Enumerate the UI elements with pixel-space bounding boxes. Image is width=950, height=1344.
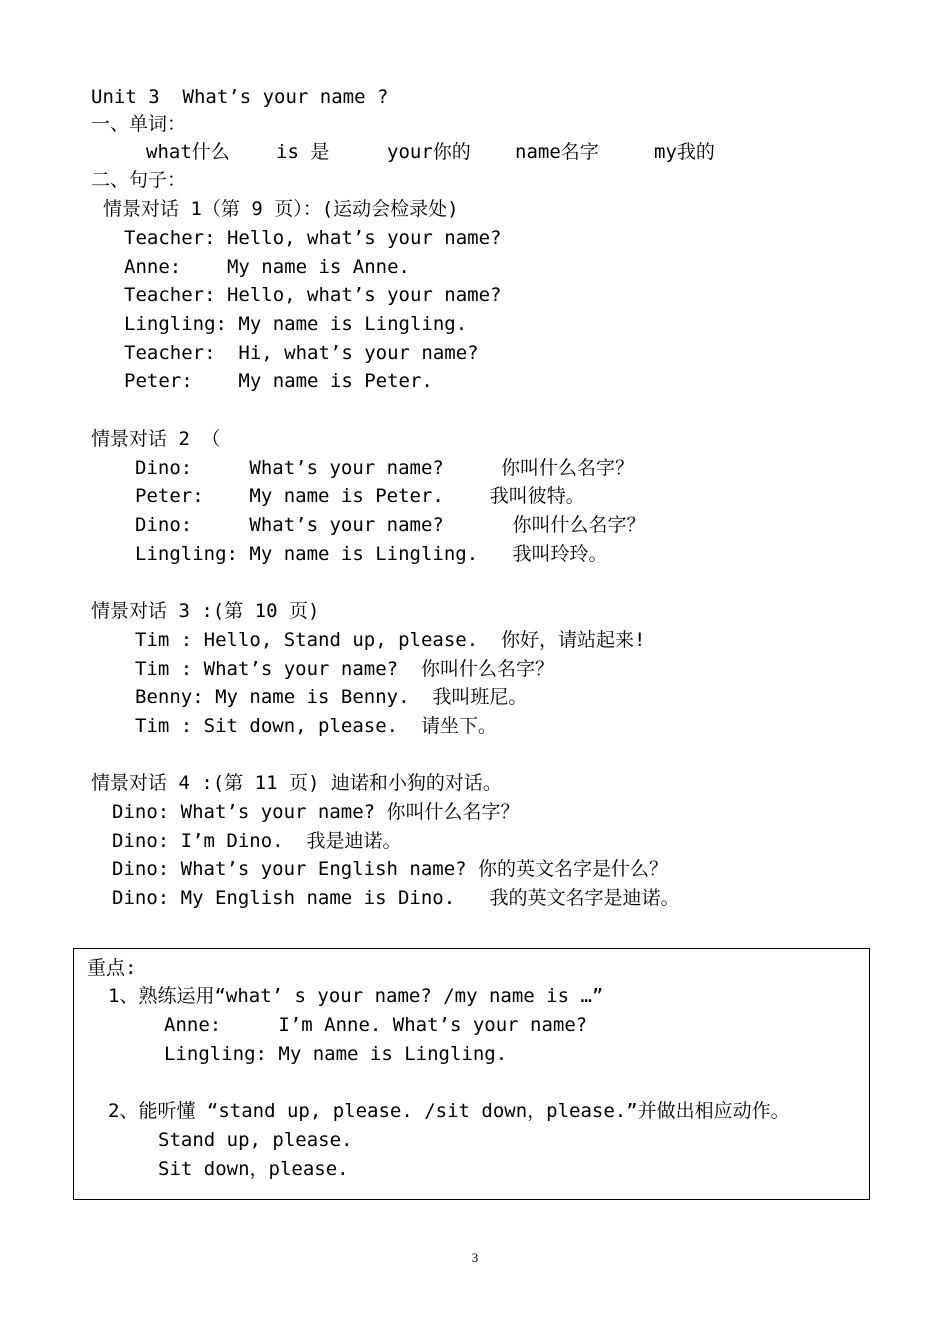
dialogue-line: Dino: My English name is Dino. 我的英文名字是迪诺。 <box>112 887 680 909</box>
dialogue-line: Tim : What’s your name? 你叫什么名字？ <box>135 658 554 680</box>
dialogue-line: Teacher: Hi, what’s your name? <box>124 342 479 364</box>
dialogue-title: 情景对话 4 :(第 11 页) 迪诺和小狗的对话。 <box>91 772 502 794</box>
key-point-example: Anne: I’m Anne. What’s your name? <box>164 1014 588 1036</box>
dialogue-line: Teacher: Hello, what’s your name? <box>124 227 502 249</box>
vocab-item: your你的 <box>387 141 471 163</box>
key-point-title: 2、能听懂 “stand up, please. /sit down，please.”并做出相应动作。 <box>108 1100 790 1122</box>
vocab-item: is 是 <box>276 141 330 163</box>
dialogue-line: Dino: What’s your English name? 你的英文名字是什么？ <box>112 858 669 880</box>
dialogue-line: Peter: My name is Peter. <box>124 370 433 392</box>
dialogue-line: Dino: What’s your name? 你叫什么名字？ <box>135 457 635 479</box>
dialogue-line: Dino: What’s your name? 你叫什么名字？ <box>112 801 520 823</box>
dialogue-line: Lingling: My name is Lingling. <box>124 313 468 335</box>
key-point-example: Lingling: My name is Lingling. <box>164 1043 508 1065</box>
dialogue-line: Tim : Hello, Stand up, please. 你好，请站起来! <box>135 629 646 651</box>
key-point-title: 1、熟练运用“what’ s your name? /my name is …” <box>108 985 604 1007</box>
sentences-heading: 二、句子： <box>91 169 187 191</box>
dialogue-line: Teacher: Hello, what’s your name? <box>124 284 502 306</box>
unit-title: Unit 3 What’s your name ? <box>91 86 389 108</box>
dialogue-line: Tim : Sit down, please. 请坐下。 <box>135 715 497 737</box>
dialogue-line: Lingling: My name is Lingling. 我叫玲玲。 <box>135 543 608 565</box>
vocab-item: what什么 <box>146 141 230 163</box>
key-point-example: Sit down，please. <box>158 1158 349 1180</box>
dialogue-line: Benny: My name is Benny. 我叫班尼。 <box>135 686 528 708</box>
key-point-example: Stand up, please. <box>158 1129 353 1151</box>
vocab-heading: 一、单词： <box>91 113 187 135</box>
dialogue-line: Dino: What’s your name? 你叫什么名字？ <box>135 514 646 536</box>
dialogue-line: Peter: My name is Peter. 我叫彼特。 <box>135 485 585 507</box>
dialogue-line: Anne: My name is Anne. <box>124 256 410 278</box>
page-number: 3 <box>471 1250 479 1265</box>
dialogue-title: 情景对话 2 （ <box>91 428 221 450</box>
key-points-heading: 重点: <box>87 957 137 979</box>
vocab-item: my我的 <box>654 141 715 163</box>
dialogue-line: Dino: I’m Dino. 我是迪诺。 <box>112 830 402 852</box>
dialogue-title: 情景对话 3 :(第 10 页) <box>91 600 320 622</box>
vocab-item: name名字 <box>515 141 599 163</box>
dialogue-title: 情景对话 1（第 9 页）：(运动会检录处) <box>103 198 459 220</box>
